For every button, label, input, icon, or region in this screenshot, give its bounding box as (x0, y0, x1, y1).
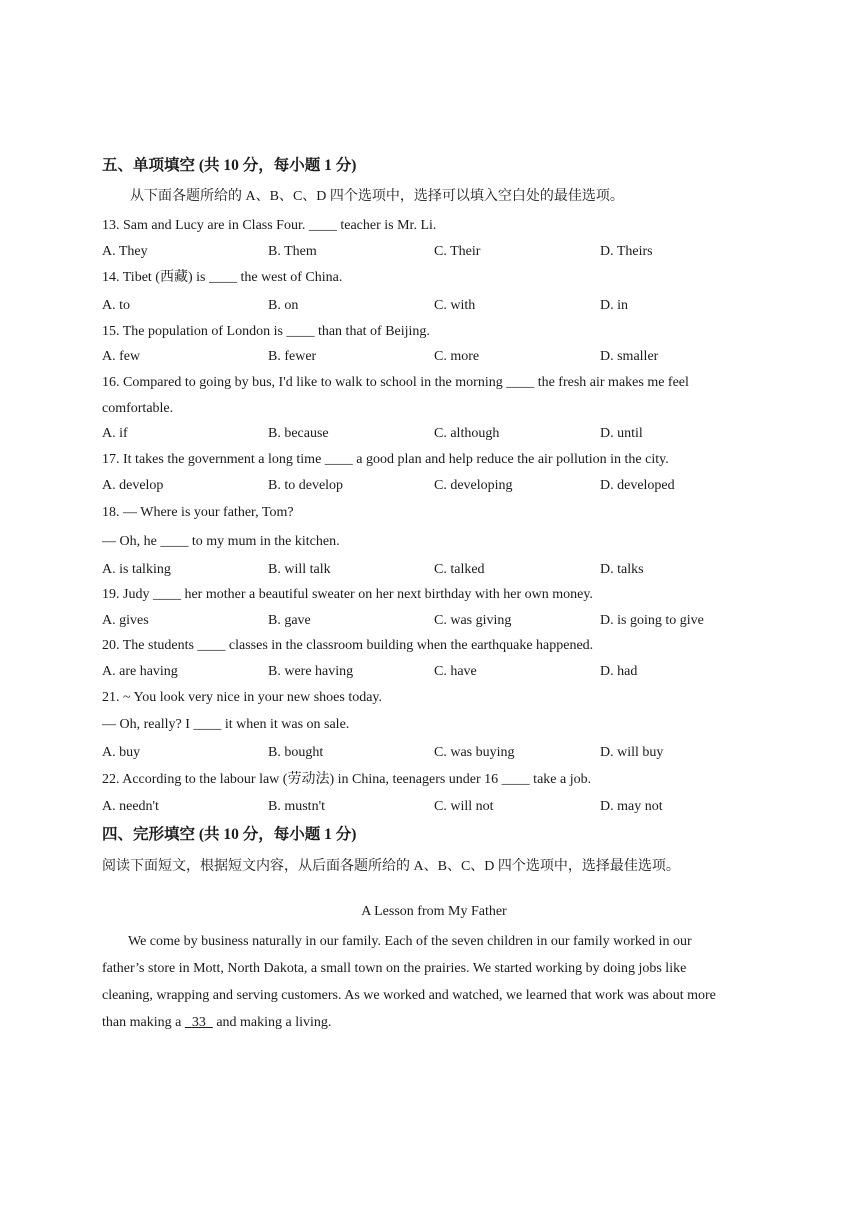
option-b: B. on (268, 298, 299, 313)
blank-33 (185, 1015, 213, 1030)
option-d: D. Theirs (600, 244, 653, 259)
question-stem: 18. — Where is your father, Tom? (102, 505, 294, 520)
question-stem: 14. Tibet (西藏) is ____ the west of China. (102, 270, 343, 285)
question-stem: 15. The population of London is ____ than that of Beijing. (102, 324, 430, 339)
option-c: C. talked (434, 562, 485, 577)
option-b: B. mustn't (268, 799, 325, 814)
option-b: B. to develop (268, 478, 344, 493)
passage-last-line (102, 1014, 768, 1032)
passage-title: A Lesson from My Father (361, 904, 507, 919)
option-a: A. few (102, 349, 141, 364)
option-b: B. Them (268, 244, 317, 259)
question-stem: 20. The students ____ classes in the classroom building when the earthquake happened. (102, 638, 594, 653)
option-d: D. had (600, 664, 638, 679)
option-d: D. is going to give (600, 613, 704, 628)
option-c: C. although (434, 426, 500, 441)
option-d: D. until (600, 426, 643, 441)
option-d: D. in (600, 298, 628, 313)
section-5-heading: 五、单项填空 (共 10 分，每小题 1 分) (102, 157, 357, 174)
option-b: B. because (268, 426, 329, 441)
passage-line: father’s store in Mott, North Dakota, a small town on the prairies. We started working by doing jobs like (102, 961, 687, 976)
passage-line: cleaning, wrapping and serving customers. As we worked and watched, we learned that work was about more (102, 988, 716, 1003)
question-stem: 19. Judy ____ her mother a beautiful sweater on her next birthday with her own money. (102, 587, 593, 602)
option-c: C. was buying (434, 745, 515, 760)
question-stem: 22. According to the labour law (劳动法) in China, teenagers under 16 ____ take a job. (102, 772, 592, 787)
option-a: A. if (102, 426, 128, 441)
passage-line: We come by business naturally in our family. Each of the seven children in our family worked in our (128, 934, 692, 949)
option-b: B. will talk (268, 562, 331, 577)
question-stem: 17. It takes the government a long time ____ a good plan and help reduce the air pollution in the city. (102, 452, 669, 467)
option-b: B. bought (268, 745, 324, 760)
option-c: C. Their (434, 244, 481, 259)
option-b: B. fewer (268, 349, 317, 364)
option-b: B. were having (268, 664, 354, 679)
option-c: C. developing (434, 478, 513, 493)
option-a: A. buy (102, 745, 141, 760)
blank-number: 33 (191, 1015, 206, 1030)
option-a: A. gives (102, 613, 149, 628)
option-c: C. more (434, 349, 480, 364)
option-c: C. have (434, 664, 477, 679)
question-stem: 13. Sam and Lucy are in Class Four. ____ teacher is Mr. Li. (102, 218, 437, 233)
option-d: D. talks (600, 562, 644, 577)
option-a: A. needn't (102, 799, 159, 814)
option-c: C. was giving (434, 613, 512, 628)
option-c: C. will not (434, 799, 494, 814)
question-stem-continued: comfortable. (102, 401, 174, 416)
option-a: A. are having (102, 664, 178, 679)
option-b: B. gave (268, 613, 311, 628)
section-4-heading: 四、完形填空 (共 10 分，每小题 1 分) (102, 826, 357, 843)
question-stem: 16. Compared to going by bus, I'd like to walk to school in the morning ____ the fresh air makes me feel (102, 375, 689, 390)
option-a: A. is talking (102, 562, 171, 577)
passage-text: than making a (102, 1015, 185, 1030)
option-a: A. develop (102, 478, 164, 493)
option-d: D. smaller (600, 349, 659, 364)
option-a: A. They (102, 244, 148, 259)
option-d: D. will buy (600, 745, 664, 760)
question-stem: 21. ~ You look very nice in your new shoes today. (102, 690, 383, 705)
option-d: D. may not (600, 799, 663, 814)
question-stem-continued: — Oh, really? I ____ it when it was on sale. (102, 717, 350, 732)
section-4-instruction: 阅读下面短文，根据短文内容，从后面各题所给的 A、B、C、D 四个选项中，选择最佳选项。 (102, 859, 680, 874)
section-5-instruction: 从下面各题所给的 A、B、C、D 四个选项中，选择可以填入空白处的最佳选项。 (130, 189, 624, 204)
option-c: C. with (434, 298, 476, 313)
question-stem-continued: — Oh, he ____ to my mum in the kitchen. (102, 534, 340, 549)
passage-text: and making a living. (212, 1015, 332, 1030)
option-d: D. developed (600, 478, 675, 493)
option-a: A. to (102, 298, 130, 313)
